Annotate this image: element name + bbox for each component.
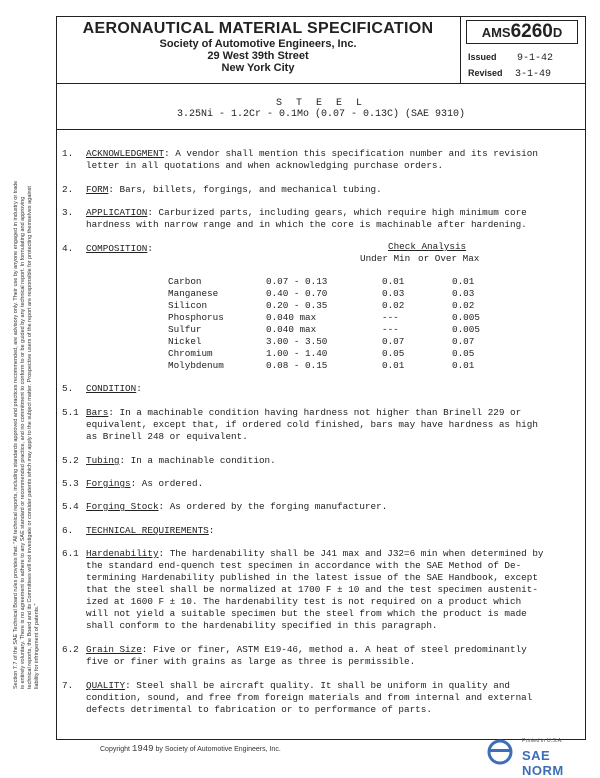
- section-6-1-text-f: will not yield a suitable specimen but the steel from which the product is made: [86, 608, 527, 619]
- section-6-1-text-g: shall conform to the hardenability specified in this paragraph.: [86, 620, 438, 631]
- composition-range-cell: 0.040 max: [266, 312, 317, 323]
- spec-number-box: [466, 20, 578, 44]
- composition-range-cell: 1.00 - 1.40: [266, 348, 328, 359]
- watermark-text: SAE NORM: [522, 748, 564, 778]
- section-2-text: : Bars, billets, forgings, and mechanical tubing.: [108, 184, 382, 195]
- composition-under-cell: 0.01: [382, 276, 405, 287]
- spec-prefix: AMS: [481, 25, 511, 40]
- revised-label: Revised: [468, 68, 503, 78]
- section-7-text-b: condition, sound, and free from foreign materials and from internal and external: [86, 692, 533, 703]
- section-5-number: 5.: [62, 383, 74, 394]
- composition-under-cell: ---: [382, 312, 399, 323]
- over-max-heading: or Over Max: [418, 253, 480, 264]
- issued-date: 9-1-42: [517, 53, 554, 64]
- copyright-year: 1949: [131, 744, 154, 754]
- section-6-1-text-b: the standard end-quench test specimen in accordance with the SAE Method of De-: [86, 560, 522, 571]
- section-5-1-text-b: equivalent, except that, if ordered cold finished, bars may have hardness as high: [86, 419, 538, 430]
- composition-element-cell: Nickel: [168, 336, 202, 347]
- section-6-1-text-c: termining Hardenability published in the latest issue of the SAE Handbook, except: [86, 572, 538, 583]
- section-2-heading: FORM: [86, 184, 109, 195]
- composition-under-cell: 0.01: [382, 360, 405, 371]
- section-4: [86, 243, 226, 255]
- section-6-heading: TECHNICAL REQUIREMENTS: [86, 525, 209, 536]
- header-divider: [460, 16, 461, 84]
- composition-element-cell: Molybdenum: [168, 360, 224, 371]
- printed-label: Printed in U.S.A.: [522, 738, 563, 744]
- spec-suffix: D: [552, 25, 563, 40]
- composition-over-cell: 0.03: [452, 288, 475, 299]
- check-analysis-heading: Check Analysis: [388, 241, 467, 252]
- sae-norm-watermark: [486, 738, 594, 778]
- section-5-2: [86, 455, 580, 467]
- section-5-2-text: : In a machinable condition.: [119, 455, 276, 466]
- section-4-heading: COMPOSITION: [86, 243, 148, 254]
- composition-under-cell: 0.05: [382, 348, 405, 359]
- copyright-label: Copyright: [100, 746, 130, 753]
- section-6-1-heading: Hardenability: [86, 548, 159, 559]
- issued-row: [468, 52, 553, 64]
- section-5-4-text: : As ordered by the forging manufacturer.: [158, 501, 388, 512]
- composition-range-cell: 0.20 - 0.35: [266, 300, 328, 311]
- section-5-1-text-a: : In a machinable condition having hardness not higher than Brinell 229 or: [108, 407, 522, 418]
- composition-under-cell: 0.02: [382, 300, 405, 311]
- section-4-number: 4.: [62, 243, 74, 254]
- section-7: [86, 680, 580, 716]
- side-note-text: Section 7.7 of the SAE Technical Board rules provides that: "All technical reports, including standards approved and practices recommended, are advisory only. Their use by anyone engaged in industry or trade is entirely voluntary. There is no agreement to adhere to any SAE standard or recommended practice, and no commitment to conform to or be guided by any technical report. In formulating and approving technical reports, the Board and its Committees will not investigate or consider patents which may apply to the subject matter. Prospective users of the report are responsible for protecting themselves against liability for infringement of patents.": [13, 180, 40, 689]
- composition-range-cell: 0.08 - 0.15: [266, 360, 328, 371]
- section-6-2-number: 6.2: [62, 644, 79, 655]
- section-1: [86, 148, 580, 172]
- spec-number: 6260: [510, 21, 553, 42]
- composition-element-cell: Sulfur: [168, 324, 202, 335]
- section-6-colon: :: [208, 525, 215, 536]
- copyright-footer: [100, 744, 281, 754]
- composition-over-cell: 0.05: [452, 348, 475, 359]
- composition-over-cell: 0.005: [452, 324, 480, 335]
- section-6-1-number: 6.1: [62, 548, 79, 559]
- section-7-number: 7.: [62, 680, 74, 691]
- section-3-text-b: hardness with narrow range and in which the core is machinable after hardening.: [86, 219, 527, 230]
- section-5-4: [86, 501, 580, 513]
- section-5-4-number: 5.4: [62, 501, 79, 512]
- section-6-2-text-b: five or finer with grains as large as three is permissible.: [86, 656, 416, 667]
- section-1-number: 1.: [62, 148, 74, 159]
- revised-date: 3-1-49: [515, 69, 552, 80]
- section-3-heading: APPLICATION: [86, 207, 148, 218]
- composition-element-cell: Chromium: [168, 348, 213, 359]
- sae-logo-icon: [486, 738, 520, 766]
- section-5-3-text: : As ordered.: [130, 478, 204, 489]
- section-5-3: [86, 478, 580, 490]
- header-main: [58, 18, 458, 82]
- section-5-2-number: 5.2: [62, 455, 79, 466]
- composition-under-cell: 0.07: [382, 336, 405, 347]
- section-3-number: 3.: [62, 207, 74, 218]
- section-6-2-heading: Grain Size: [86, 644, 142, 655]
- section-6-1-text-a: : The hardenability shall be J41 max and J32=6 min when determined by: [158, 548, 544, 559]
- section-7-text-c: defects detrimental to fabrication or to performance of parts.: [86, 704, 432, 715]
- section-5-4-heading: Forging Stock: [86, 501, 159, 512]
- spec-title: AERONAUTICAL MATERIAL SPECIFICATION: [82, 20, 434, 37]
- composition-range-cell: 0.040 max: [266, 324, 317, 335]
- under-min-heading: Under Min: [360, 253, 411, 264]
- society-address: 29 West 39th Street: [207, 50, 309, 62]
- section-7-heading: QUALITY: [86, 680, 126, 691]
- composition-range-cell: 3.00 - 3.50: [266, 336, 328, 347]
- section-5-colon: :: [136, 383, 142, 394]
- section-6: [86, 525, 580, 537]
- section-5-1-text-c: as Brinell 248 or equivalent.: [86, 431, 248, 442]
- section-1-heading: ACKNOWLEDGMENT: [86, 148, 165, 159]
- section-5-2-heading: Tubing: [86, 455, 120, 466]
- material-composition: 3.25Ni - 1.2Cr - 0.1Mo (0.07 - 0.13C) (SAE 9310): [176, 109, 466, 120]
- section-6-1-text-d: that the steel shall be normalized at 1700 F ± 10 and the test specimen austenit-: [86, 584, 538, 595]
- section-2: [86, 184, 580, 196]
- section-6-2-text-a: : Five or finer, ASTM E19-46, method a. A heat of steel predominantly: [141, 644, 527, 655]
- material-name: S T E E L: [275, 98, 366, 109]
- side-margin-note: [2, 170, 46, 690]
- composition-element-cell: Phosphorus: [168, 312, 224, 323]
- material-title-box: [56, 84, 586, 130]
- section-7-text-a: : Steel shall be aircraft quality. It shall be uniform in quality and: [125, 680, 511, 691]
- section-4-colon: :: [147, 243, 153, 254]
- section-6-2: [86, 644, 580, 668]
- composition-element-cell: Silicon: [168, 300, 208, 311]
- section-5: [86, 383, 580, 395]
- section-6-1-text-e: ized at 1600 F ± 10. The hardenability test is not required on a product which: [86, 596, 522, 607]
- composition-over-cell: 0.01: [452, 360, 475, 371]
- composition-under-cell: 0.03: [382, 288, 405, 299]
- section-1-text-b: letter in all quotations and when acknowledging purchase orders.: [86, 160, 444, 171]
- composition-range-cell: 0.40 - 0.70: [266, 288, 328, 299]
- section-2-number: 2.: [62, 184, 74, 195]
- section-5-3-number: 5.3: [62, 478, 79, 489]
- section-5-heading: CONDITION: [86, 383, 137, 394]
- composition-over-cell: 0.01: [452, 276, 475, 287]
- revised-row: [468, 68, 551, 80]
- section-6-1: [86, 548, 580, 632]
- society-city: New York City: [221, 62, 295, 74]
- composition-over-cell: 0.02: [452, 300, 475, 311]
- composition-range-cell: 0.07 - 0.13: [266, 276, 328, 287]
- section-3: [86, 207, 580, 231]
- copyright-org: by Society of Automotive Engineers, Inc.: [155, 746, 281, 753]
- section-5-1-heading: Bars: [86, 407, 109, 418]
- composition-element-cell: Manganese: [168, 288, 219, 299]
- section-5-1: [86, 407, 580, 443]
- issued-label: Issued: [468, 52, 497, 62]
- composition-over-cell: 0.07: [452, 336, 475, 347]
- section-5-3-heading: Forgings: [86, 478, 131, 489]
- section-6-number: 6.: [62, 525, 74, 536]
- section-1-text-a: : A vendor shall mention this specification number and its revision: [164, 148, 538, 159]
- society-name: Society of Automotive Engineers, Inc.: [159, 38, 357, 50]
- composition-over-cell: 0.005: [452, 312, 480, 323]
- composition-under-cell: ---: [382, 324, 399, 335]
- composition-element-cell: Carbon: [168, 276, 202, 287]
- section-3-text-a: : Carburized parts, including gears, which require high minimum core: [147, 207, 527, 218]
- section-5-1-number: 5.1: [62, 407, 79, 418]
